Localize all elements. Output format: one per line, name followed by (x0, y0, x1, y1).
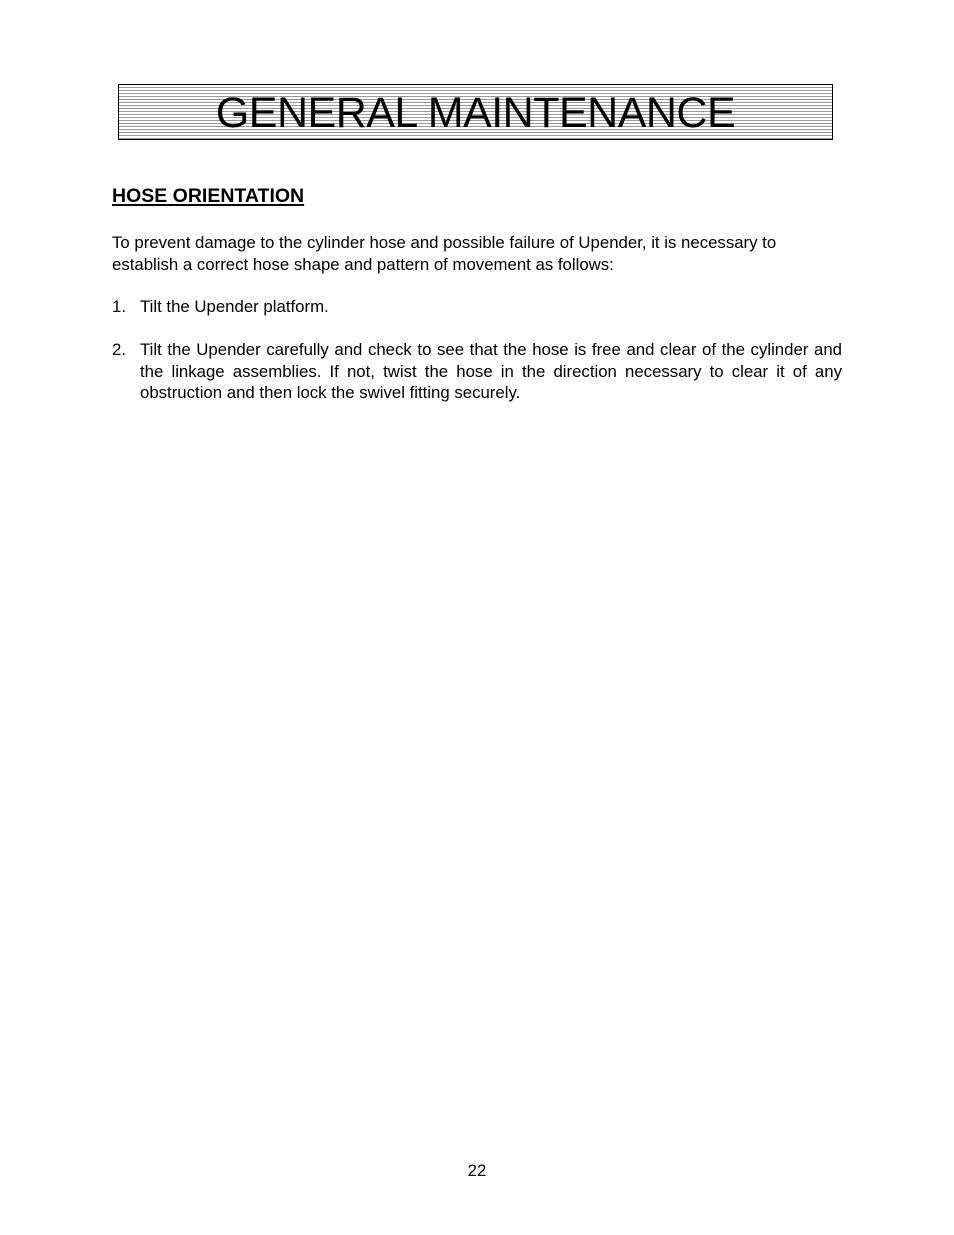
page-number: 22 (467, 1161, 487, 1180)
step-number: 2. (112, 340, 126, 359)
section-heading: HOSE ORIENTATION (112, 185, 305, 207)
list-item (112, 339, 842, 404)
title-banner (118, 84, 833, 140)
step-text: Tilt the Upender carefully and check to see that the hose is free and clear of the cylinder and the linkage assemblies. If not, twist the hose in the direction necessary to clear it of any obstruction and then lock the swivel fitting securely. (140, 340, 842, 402)
step-number: 1. (112, 297, 126, 316)
list-item (112, 296, 842, 318)
step-text: Tilt the Upender platform. (140, 297, 329, 316)
intro-paragraph: To prevent damage to the cylinder hose and possible failure of Upender, it is necessary to establish a correct hose shape and pattern of movement as follows: (112, 233, 777, 274)
page-title: GENERAL MAINTENANCE (215, 88, 736, 137)
